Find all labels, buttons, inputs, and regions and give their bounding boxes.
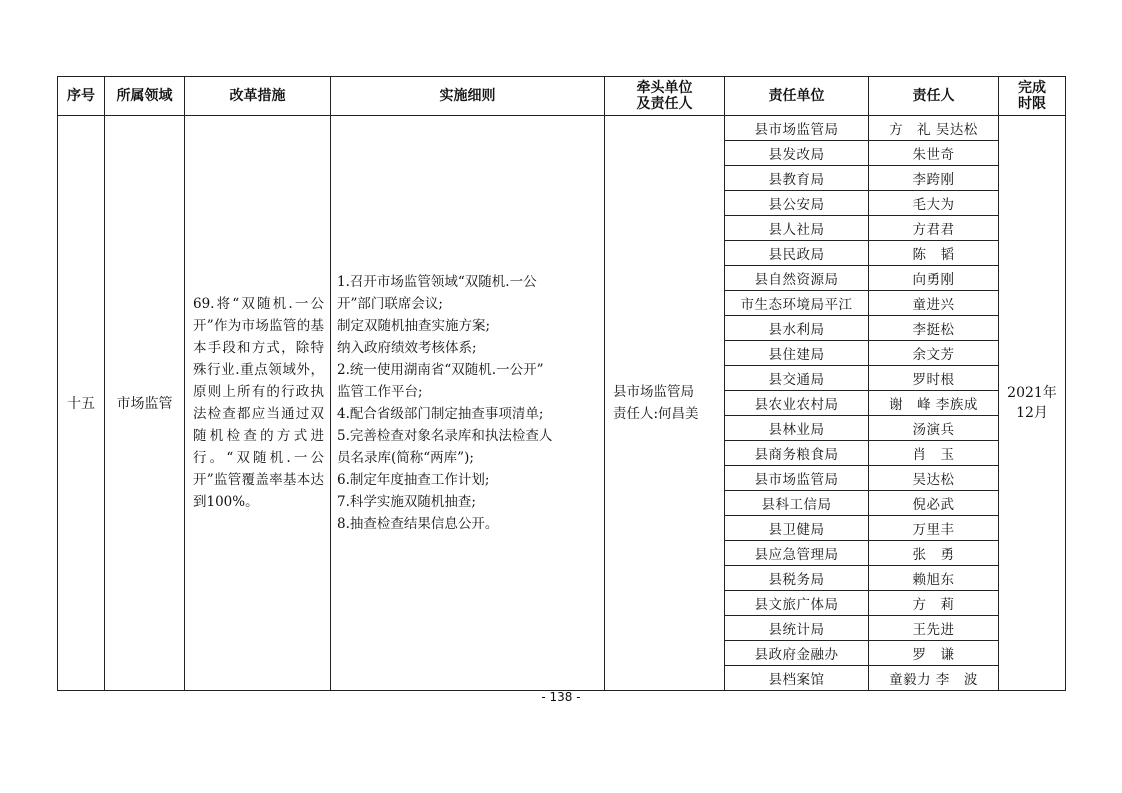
reform-table [57,76,1066,691]
responsible-person: 王先进 [869,616,999,641]
responsible-unit: 县市场监管局 [725,116,869,141]
detail-line: 5.完善检查对象名录库和执法检查人 [337,428,553,444]
responsible-unit: 县公安局 [725,191,869,216]
detail-line: 4.配合省级部门制定抽查事项清单; [337,406,544,422]
header-deadline-line1: 完成 [1018,80,1046,96]
responsible-unit: 县人社局 [725,216,869,241]
measure-text: 69.将“双随机.一公开”作为市场监管的基本手段和方式，除特殊行业.重点领域外，原则上所有的行政执法检查都应当通过双随机检查的方式进行。“双随机.一公开”监管覆盖率基本达到100%。 [193,296,324,510]
header-resp-unit: 责任单位 [725,77,869,116]
responsible-person: 陈 韬 [869,241,999,266]
responsible-person: 余文芳 [869,341,999,366]
responsible-person: 朱世奇 [869,141,999,166]
deadline-line2: 12月 [1016,405,1048,421]
page-number: - 138 - [541,690,581,704]
responsible-person: 向勇刚 [869,266,999,291]
header-row [58,77,1066,116]
seq-value: 十五 [67,396,95,412]
header-domain: 所属领域 [105,77,185,116]
responsible-unit: 县自然资源局 [725,266,869,291]
responsible-person: 方 莉 [869,591,999,616]
lead-person: 责任人:何昌美 [613,406,699,422]
responsible-person: 罗时根 [869,366,999,391]
responsible-person: 李跨刚 [869,166,999,191]
responsible-unit: 县水利局 [725,316,869,341]
responsible-unit: 市生态环境局平江 [725,291,869,316]
responsible-person: 张 勇 [869,541,999,566]
responsible-unit: 县交通局 [725,366,869,391]
detail-line: 员名录库(简称“两库”); [337,450,474,466]
table-body [58,116,1066,691]
responsible-unit: 县统计局 [725,616,869,641]
responsible-unit: 县林业局 [725,416,869,441]
responsible-unit: 县发改局 [725,141,869,166]
detail-line: 开”部门联席会议; [337,296,443,312]
responsible-unit: 县住建局 [725,341,869,366]
table-row [58,116,1066,141]
deadline-cell [999,116,1066,691]
detail-cell [331,116,605,691]
header-lead-line1: 牵头单位 [636,80,693,96]
lead-cell [605,116,725,691]
responsible-unit: 县文旅广体局 [725,591,869,616]
header-lead-line2: 及责任人 [636,96,693,112]
domain-cell [105,116,185,691]
header-lead [605,77,725,116]
header-deadline [999,77,1066,116]
detail-line: 6.制定年度抽查工作计划; [337,472,490,488]
detail-line: 1.召开市场监管领域“双随机.一公 [337,274,537,290]
responsible-unit: 县市场监管局 [725,466,869,491]
responsible-unit: 县科工信局 [725,491,869,516]
responsible-unit: 县档案馆 [725,666,869,691]
responsible-person: 童毅力 李 波 [869,666,999,691]
responsible-person: 汤演兵 [869,416,999,441]
responsible-person: 毛大为 [869,191,999,216]
responsible-unit: 县卫健局 [725,516,869,541]
header-deadline-line2: 时限 [1018,96,1046,112]
domain-value: 市场监管 [116,396,173,412]
detail-line: 制定双随机抽查实施方案; [337,318,491,334]
detail-line: 2.统一使用湖南省“双随机.一公开” [337,362,544,378]
responsible-unit: 县税务局 [725,566,869,591]
measure-cell [185,116,331,691]
responsible-unit: 县民政局 [725,241,869,266]
responsible-unit: 县教育局 [725,166,869,191]
responsible-person: 方君君 [869,216,999,241]
responsible-person: 方 礼 吴达松 [869,116,999,141]
header-measure: 改革措施 [185,77,331,116]
header-detail: 实施细则 [331,77,605,116]
responsible-person: 万里丰 [869,516,999,541]
responsible-person: 肖 玉 [869,441,999,466]
responsible-unit: 县应急管理局 [725,541,869,566]
responsible-person: 罗 谦 [869,641,999,666]
deadline-line1: 2021年 [1007,385,1057,401]
header-resp-person: 责任人 [869,77,999,116]
responsible-unit: 县政府金融办 [725,641,869,666]
seq-cell [58,116,105,691]
responsible-unit: 县农业农村局 [725,391,869,416]
responsible-person: 吴达松 [869,466,999,491]
responsible-person: 赖旭东 [869,566,999,591]
detail-line: 纳入政府绩效考核体系; [337,340,477,356]
responsible-person: 倪必武 [869,491,999,516]
responsible-unit: 县商务粮食局 [725,441,869,466]
lead-unit: 县市场监管局 [613,384,694,400]
detail-line: 监管工作平台; [337,384,423,400]
responsible-person: 李挺松 [869,316,999,341]
responsible-person: 谢 峰 李族成 [869,391,999,416]
detail-line: 8.抽查检查结果信息公开。 [337,516,499,532]
detail-line: 7.科学实施双随机抽查; [337,494,476,510]
header-seq: 序号 [58,77,105,116]
responsible-person: 童进兴 [869,291,999,316]
